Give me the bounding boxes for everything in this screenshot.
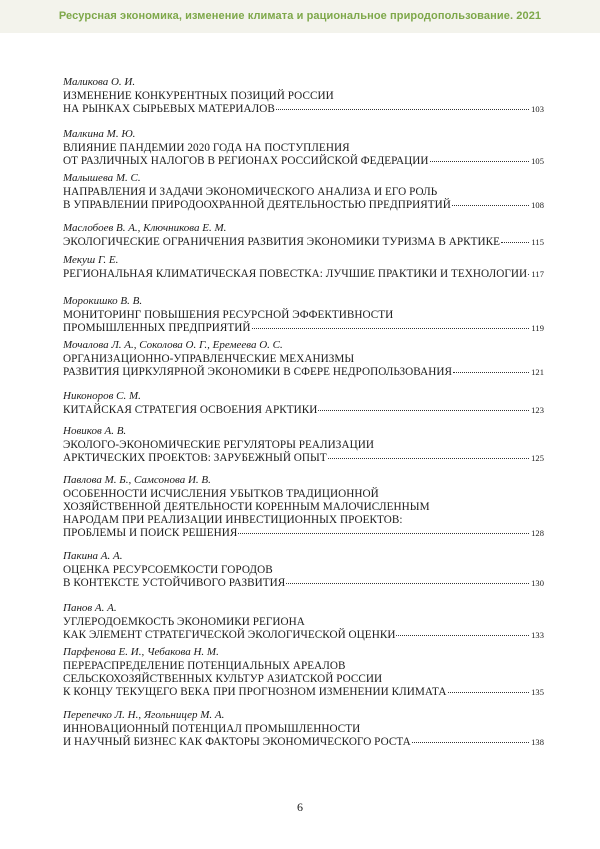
toc-entry-page: 128 [531,528,544,538]
toc-entry-title-line: ОРГАНИЗАЦИОННО-УПРАВЛЕНЧЕСКИЕ МЕХАНИЗМЫ [63,353,355,365]
dot-leader [528,273,529,275]
toc-entry-page: 133 [531,630,544,640]
toc-entry-author: Панов А. А. [63,602,117,614]
toc-entry [63,390,544,417]
toc-entry [63,709,544,749]
toc-entry-title-line: ИЗМЕНЕНИЕ КОНКУРЕНТНЫХ ПОЗИЦИЙ РОССИИ [63,90,334,102]
toc-entry-title-line [63,236,544,249]
dot-leader [430,160,530,162]
toc-entry [63,339,544,379]
toc-entry [63,76,544,116]
toc-entry-author: Мочалова Л. А., Соколова О. Г., Еремеева О. С. [63,339,283,351]
toc-entry-author: Малышева М. С. [63,172,141,184]
toc-entry [63,474,544,540]
toc-entry-author: Маликова О. И. [63,76,136,88]
toc-entry-page: 115 [531,237,544,247]
dot-leader [501,241,529,243]
toc-entry-author: Мекуш Г. Е. [63,254,119,266]
toc-entry [63,222,544,249]
toc-entry-author: Павлова М. Б., Самсонова И. В. [63,474,211,486]
toc-entry [63,295,544,335]
toc-entry-title-text: РЕГИОНАЛЬНАЯ КЛИМАТИЧЕСКАЯ ПОВЕСТКА: ЛУЧШИЕ ПРАКТИКИ И ТЕХНОЛОГИИ [63,268,528,280]
toc-entry-author: Новиков А. В. [63,425,127,437]
toc-entry-author: Никоноров С. М. [63,390,141,402]
toc-entry-title-line: ОЦЕНКА РЕСУРСОЕМКОСТИ ГОРОДОВ [63,564,273,576]
dot-leader [452,204,529,206]
dot-leader [412,741,529,743]
toc-entry-title-text: КИТАЙСКАЯ СТРАТЕГИЯ ОСВОЕНИЯ АРКТИКИ [63,404,318,416]
toc-entry-page: 103 [531,104,544,114]
toc-entry-title-text: ЭКОЛОГИЧЕСКИЕ ОГРАНИЧЕНИЯ РАЗВИТИЯ ЭКОНОМИКИ ТУРИЗМА В АРКТИКЕ [63,236,501,248]
toc-entry-title-text: И НАУЧНЫЙ БИЗНЕС КАК ФАКТОРЫ ЭКОНОМИЧЕСКОГО РОСТА [63,736,411,748]
toc-entry-title-line: НАПРАВЛЕНИЯ И ЗАДАЧИ ЭКОНОМИЧЕСКОГО АНАЛИЗА И ЕГО РОЛЬ [63,186,438,198]
toc-entry-title-line: НАРОДАМ ПРИ РЕАЛИЗАЦИИ ИНВЕСТИЦИОННЫХ ПРОЕКТОВ: [63,514,403,526]
toc-entry-title-text: АРКТИЧЕСКИХ ПРОЕКТОВ: ЗАРУБЕЖНЫЙ ОПЫТ [63,452,327,464]
toc-entry [63,646,544,699]
toc-entry [63,172,544,212]
toc-entry [63,254,544,281]
toc-entry-title-line [63,366,544,379]
toc-entry-page: 138 [531,737,544,747]
toc-entry-title-line [63,322,544,335]
toc-entry-title-text: ПРОМЫШЛЕННЫХ ПРЕДПРИЯТИЙ [63,322,251,334]
toc-entry-title-line [63,629,544,642]
toc-entry-page: 117 [531,269,544,279]
toc-entry-title-line [63,686,544,699]
dot-leader [318,409,529,411]
toc-entry-title-text: НА РЫНКАХ СЫРЬЕВЫХ МАТЕРИАЛОВ [63,103,275,115]
toc-entry-title-text: РАЗВИТИЯ ЦИРКУЛЯРНОЙ ЭКОНОМИКИ В СФЕРЕ НЕДРОПОЛЬЗОВАНИЯ [63,366,452,378]
dot-leader [286,582,529,584]
toc-entry-title-line [63,199,544,212]
dot-leader [448,691,530,693]
toc-entry-author: Пакина А. А. [63,550,123,562]
toc-entry-page: 135 [531,687,544,697]
toc-entry-page: 123 [531,405,544,415]
toc-entry-title-text: В УПРАВЛЕНИИ ПРИРОДООХРАННОЙ ДЕЯТЕЛЬНОСТЬЮ ПРЕДПРИЯТИЙ [63,199,451,211]
toc-entry [63,425,544,465]
toc-entry-author: Перепечко Л. Н., Ягольницер М. А. [63,709,225,721]
toc-entry-title-line [63,736,544,749]
toc-entry-page: 125 [531,453,544,463]
toc-entry-title-line [63,577,544,590]
toc-entry-title-line: ВЛИЯНИЕ ПАНДЕМИИ 2020 ГОДА НА ПОСТУПЛЕНИЯ [63,142,350,154]
toc-entry-title-line: ОСОБЕННОСТИ ИСЧИСЛЕНИЯ УБЫТКОВ ТРАДИЦИОННОЙ [63,488,379,500]
toc-entry-author: Малкина М. Ю. [63,128,136,140]
toc-entry-title-text: К КОНЦУ ТЕКУЩЕГО ВЕКА ПРИ ПРОГНОЗНОМ ИЗМЕНЕНИИ КЛИМАТА [63,686,447,698]
page-number: 6 [297,800,303,814]
toc-entry-page: 105 [531,156,544,166]
toc-entry-title-line [63,452,544,465]
toc-entry-author: Парфенова Е. И., Чебакова Н. М. [63,646,219,658]
toc-entry-title-line [63,527,544,540]
toc-entry-title-line: ХОЗЯЙСТВЕННОЙ ДЕЯТЕЛЬНОСТИ КОРЕННЫМ МАЛОЧИСЛЕННЫМ [63,501,430,513]
running-header-title: Ресурсная экономика, изменение климата и рациональное природопользование. 2021 [58,10,542,22]
toc-entry-page: 130 [531,578,544,588]
toc-entry-title-line [63,268,544,281]
toc-entry-title-line: ИННОВАЦИОННЫЙ ПОТЕНЦИАЛ ПРОМЫШЛЕННОСТИ [63,723,361,735]
toc-entry-page: 121 [531,367,544,377]
toc-entry-author: Морокишко В. В. [63,295,143,307]
dot-leader [453,371,529,373]
toc-entry-title-text: КАК ЭЛЕМЕНТ СТРАТЕГИЧЕСКОЙ ЭКОЛОГИЧЕСКОЙ ОЦЕНКИ [63,629,396,641]
dot-leader [238,532,529,534]
dot-leader [252,327,530,329]
running-header [0,0,600,33]
toc-entry-title-text: ОТ РАЗЛИЧНЫХ НАЛОГОВ В РЕГИОНАХ РОССИЙСКОЙ ФЕДЕРАЦИИ [63,155,429,167]
toc-entry-title-text: В КОНТЕКСТЕ УСТОЙЧИВОГО РАЗВИТИЯ [63,577,286,589]
toc-entry [63,602,544,642]
toc-entry-page: 108 [531,200,544,210]
toc-entry-title-line [63,404,544,417]
toc-entry [63,128,544,168]
toc-entry-title-line [63,155,544,168]
toc-entry-title-line: МОНИТОРИНГ ПОВЫШЕНИЯ РЕСУРСНОЙ ЭФФЕКТИВНОСТИ [63,309,394,321]
toc-entry-title-line: ПЕРЕРАСПРЕДЕЛЕНИЕ ПОТЕНЦИАЛЬНЫХ АРЕАЛОВ [63,660,346,672]
toc-entry [63,550,544,590]
toc-entry-author: Маслобоев В. А., Ключникова Е. М. [63,222,227,234]
toc-entry-page: 119 [531,323,544,333]
dot-leader [396,634,529,636]
toc-entry-title-line: ЭКОЛОГО-ЭКОНОМИЧЕСКИЕ РЕГУЛЯТОРЫ РЕАЛИЗАЦИИ [63,439,374,451]
toc-entry-title-line: УГЛЕРОДОЕМКОСТЬ ЭКОНОМИКИ РЕГИОНА [63,616,305,628]
dot-leader [328,457,529,459]
toc-entry-title-text: ПРОБЛЕМЫ И ПОИСК РЕШЕНИЯ [63,527,238,539]
dot-leader [276,108,529,110]
toc-entry-title-line [63,103,544,116]
toc-entry-title-line: СЕЛЬСКОХОЗЯЙСТВЕННЫХ КУЛЬТУР АЗИАТСКОЙ РОССИИ [63,673,383,685]
